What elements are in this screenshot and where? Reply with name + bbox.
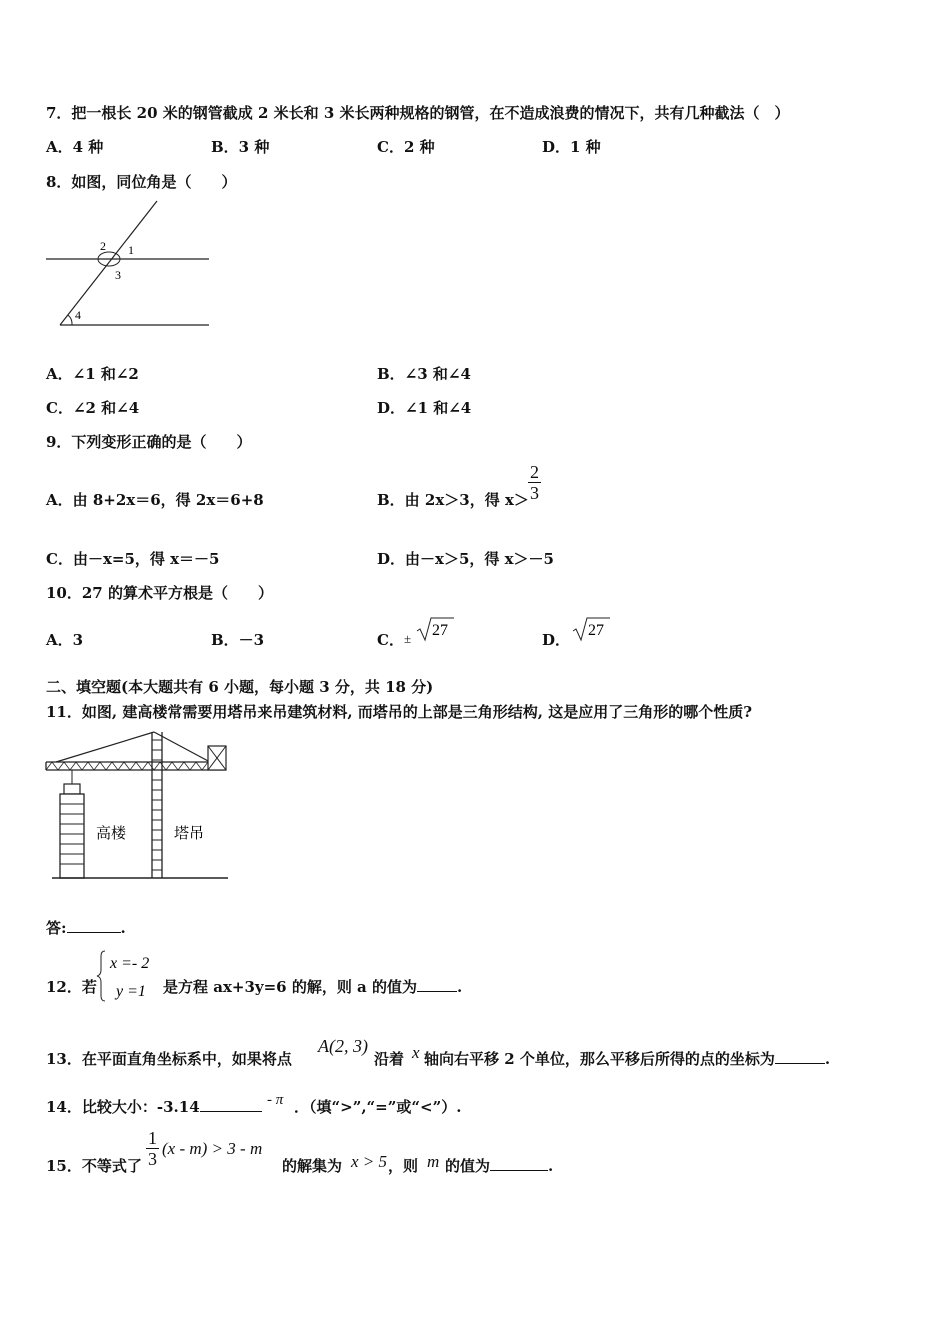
label-building: 高楼 (96, 826, 127, 842)
q12-end: . (457, 978, 463, 996)
q15-suffix: 的值为 (445, 1157, 491, 1175)
q7-stem: 7．把一根长 20 米的钢管截成 2 米长和 3 米长两种规格的钢管，在不造成浪费的情况下，共有几种截法（ ） (46, 104, 790, 122)
q15-expr: (x - m) > 3 - m (162, 1139, 263, 1158)
q12-system (96, 948, 164, 1004)
q14-neg-pi: - π (267, 1092, 284, 1108)
q10-option-b: B．－3 (211, 631, 265, 649)
q13-rest (424, 1048, 830, 1069)
q13-prefix: 13．在平面直角坐标系中，如果将点 (46, 1050, 292, 1068)
angle-label-4: 4 (75, 308, 81, 322)
q12-condition (163, 976, 462, 997)
q11-stem: 11．如图, 建高楼常需要用塔吊来吊建筑材料, 而塔吊的上部是三角形结构, 这是应用了三角形的哪个性质? (46, 703, 753, 721)
q7-option-c: C．2 种 (377, 138, 435, 156)
q12-prefix: 12．若 (46, 978, 97, 996)
section2-title: 二、填空题(本大题共有 6 小题，每小题 3 分，共 18 分) (46, 678, 434, 696)
angle-label-3: 3 (115, 268, 121, 282)
q12-eq2: y =1 (116, 983, 146, 1000)
q8-option-b: B．∠3 和∠4 (377, 365, 471, 383)
q11-answer-end: . (120, 919, 126, 937)
q10-option-d-label: D． (542, 631, 571, 649)
q10-option-c-label: C． (377, 631, 404, 649)
q14-suffix: ．（填“>”,“=”或“<”）. (294, 1098, 462, 1116)
q7-option-b: B．3 种 (211, 138, 270, 156)
q9-option-c: C．由－x=5，得 x＝－5 (46, 550, 220, 568)
q10-sqrt-d (572, 616, 612, 642)
q13-mid2: 轴向右平移 2 个单位，那么平移后所得的点的坐标为 (424, 1050, 775, 1068)
q11-answer-blank[interactable] (67, 918, 121, 933)
q10-plus-minus: ± (404, 631, 412, 646)
q8-option-a: A．∠1 和∠2 (46, 365, 139, 383)
angle-label-2: 2 (100, 239, 106, 253)
q10-radicand-c: 27 (432, 622, 448, 639)
q13-end: . (824, 1050, 831, 1068)
q9-frac-den: 3 (530, 483, 539, 503)
q15-fraction (146, 1128, 159, 1169)
q13-mid1: 沿着 (374, 1050, 405, 1068)
q15-mid: 的解集为 (282, 1157, 343, 1175)
q11-answer-label: 答: (46, 919, 67, 937)
q8-option-d: D．∠1 和∠4 (377, 399, 472, 417)
q15-prefix: 15．不等式了 (46, 1157, 142, 1175)
q14-line (46, 1096, 262, 1117)
q15-solution: x > 5 (351, 1152, 388, 1171)
q11-answer-line (46, 917, 126, 938)
label-crane: 塔吊 (174, 826, 205, 842)
q9-frac-num: 2 (530, 462, 539, 482)
q10-radicand-d: 27 (588, 622, 604, 639)
q13-point: A(2, 3) (318, 1036, 368, 1056)
q15-rest (445, 1155, 553, 1176)
q10-option-a: A．3 (46, 631, 84, 649)
q9-stem: 9．下列变形正确的是（ ） (46, 433, 252, 451)
q15-var: m (427, 1152, 440, 1171)
q12-eq1: x =- 2 (110, 955, 150, 972)
q7-option-d: D．1 种 (542, 138, 601, 156)
q8-option-c: C．∠2 和∠4 (46, 399, 140, 417)
q9-option-a: A．由 8+2x＝6，得 2x＝6+8 (46, 491, 264, 509)
q11-crane-figure (42, 728, 232, 886)
q10-sqrt-c (416, 616, 456, 642)
q7-option-a: A．4 种 (46, 138, 104, 156)
q10-stem: 10．27 的算术平方根是（ ） (46, 584, 273, 602)
angle-label-1: 1 (128, 243, 134, 257)
q9-option-d: D．由－x＞5，得 x＞－5 (377, 550, 554, 568)
q12-suffix: 是方程 ax+3y=6 的解，则 a 的值为 (163, 978, 417, 996)
q13-answer-blank[interactable] (775, 1049, 825, 1064)
q13-axis: x (412, 1043, 420, 1062)
q14-prefix: 14．比较大小：-3.14 (46, 1098, 200, 1116)
q15-end: . (548, 1157, 554, 1175)
q15-mid2: ，则 (388, 1157, 419, 1175)
q8-stem: 8．如图，同位角是（ ） (46, 173, 237, 191)
q15-answer-blank[interactable] (490, 1156, 548, 1171)
q15-frac-den: 3 (148, 1149, 157, 1169)
q9-option-b (377, 489, 529, 510)
q9-option-b-text: B．由 2x＞3，得 x＞ (377, 491, 529, 509)
q12-answer-blank[interactable] (417, 977, 457, 992)
q9-option-b-fraction (528, 462, 541, 503)
q8-figure (40, 195, 220, 335)
q14-answer-blank[interactable] (200, 1097, 262, 1112)
q15-frac-num: 1 (148, 1128, 157, 1148)
